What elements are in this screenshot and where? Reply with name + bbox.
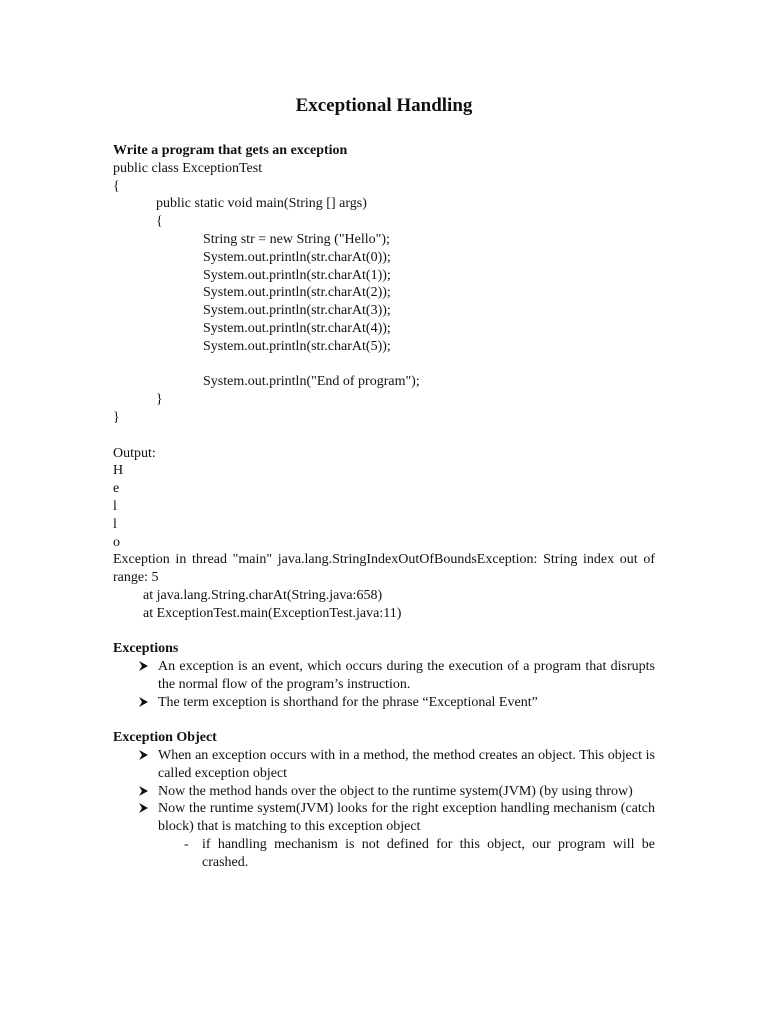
list-item-text: The term exception is shorthand for the phrase “Exceptional Event” (158, 694, 538, 710)
output-char: l (113, 498, 117, 514)
list-item (113, 800, 655, 836)
list-item (113, 783, 655, 801)
output-char: H (113, 463, 124, 479)
code-line: } (113, 409, 120, 425)
list-item (113, 658, 655, 694)
output-label: Output: (113, 445, 156, 461)
code-line: System.out.println(str.charAt(2)); (203, 285, 391, 301)
output-char: o (113, 534, 120, 550)
exceptions-section (113, 640, 655, 711)
page-title: Exceptional Handling (295, 95, 473, 116)
sub-list (113, 836, 655, 872)
stack-trace-line: at ExceptionTest.main(ExceptionTest.java:11) (143, 605, 402, 621)
exception-message: Exception in thread "main" java.lang.StringIndexOutOfBoundsException: String index out of range: 5 (113, 552, 655, 586)
list-item-text: When an exception occurs with in a method, the method creates an object. This object is called exception object (158, 748, 655, 781)
sub-list-item (113, 836, 655, 872)
list-item-text: Now the method hands over the object to the runtime system(JVM) (by using throw) (158, 783, 633, 799)
output-char: l (113, 516, 117, 532)
code-line: System.out.println(str.charAt(4)); (203, 320, 391, 336)
exceptions-list (113, 658, 655, 711)
list-item-text: An exception is an event, which occurs during the execution of a program that disrupts the normal flow of the program’s instruction. (158, 659, 655, 692)
list-item-text: Now the runtime system(JVM) looks for the right exception handling mechanism (catch block) that is matching to this exception object (158, 801, 655, 835)
code-line: { (113, 178, 120, 194)
arrow-bullet-icon (136, 694, 150, 712)
stack-trace-line: at java.lang.String.charAt(String.java:658) (143, 587, 383, 603)
code-line: System.out.println("End of program"); (203, 374, 420, 390)
code-block (113, 160, 655, 427)
arrow-bullet-icon (136, 800, 150, 818)
output-block (113, 445, 655, 623)
arrow-bullet-icon (136, 747, 150, 765)
program-heading: Write a program that gets an exception (113, 143, 348, 158)
code-line: { (156, 214, 163, 230)
code-line: public class ExceptionTest (113, 160, 263, 176)
code-line: String str = new String ("Hello"); (203, 231, 390, 247)
exceptions-heading: Exceptions (113, 641, 179, 657)
code-line: } (156, 392, 163, 408)
arrow-bullet-icon (136, 658, 150, 676)
code-line: System.out.println(str.charAt(0)); (203, 249, 391, 265)
code-line: System.out.println(str.charAt(1)); (203, 267, 391, 283)
code-line: public static void main(String [] args) (156, 196, 367, 212)
list-item (113, 747, 655, 783)
code-line: System.out.println(str.charAt(3)); (203, 303, 391, 319)
sub-list-item-text: if handling mechanism is not defined for this object, our program will be crashed. (202, 837, 655, 870)
output-char: e (113, 481, 120, 497)
list-item (113, 694, 655, 712)
blank-line (113, 356, 655, 374)
document-page (113, 94, 655, 872)
arrow-bullet-icon (136, 783, 150, 801)
exception-object-heading: Exception Object (113, 730, 217, 746)
exception-object-section (113, 729, 655, 871)
exception-object-list (113, 747, 655, 836)
dash-bullet-icon: - (184, 837, 189, 853)
code-line: System.out.println(str.charAt(5)); (203, 338, 391, 354)
